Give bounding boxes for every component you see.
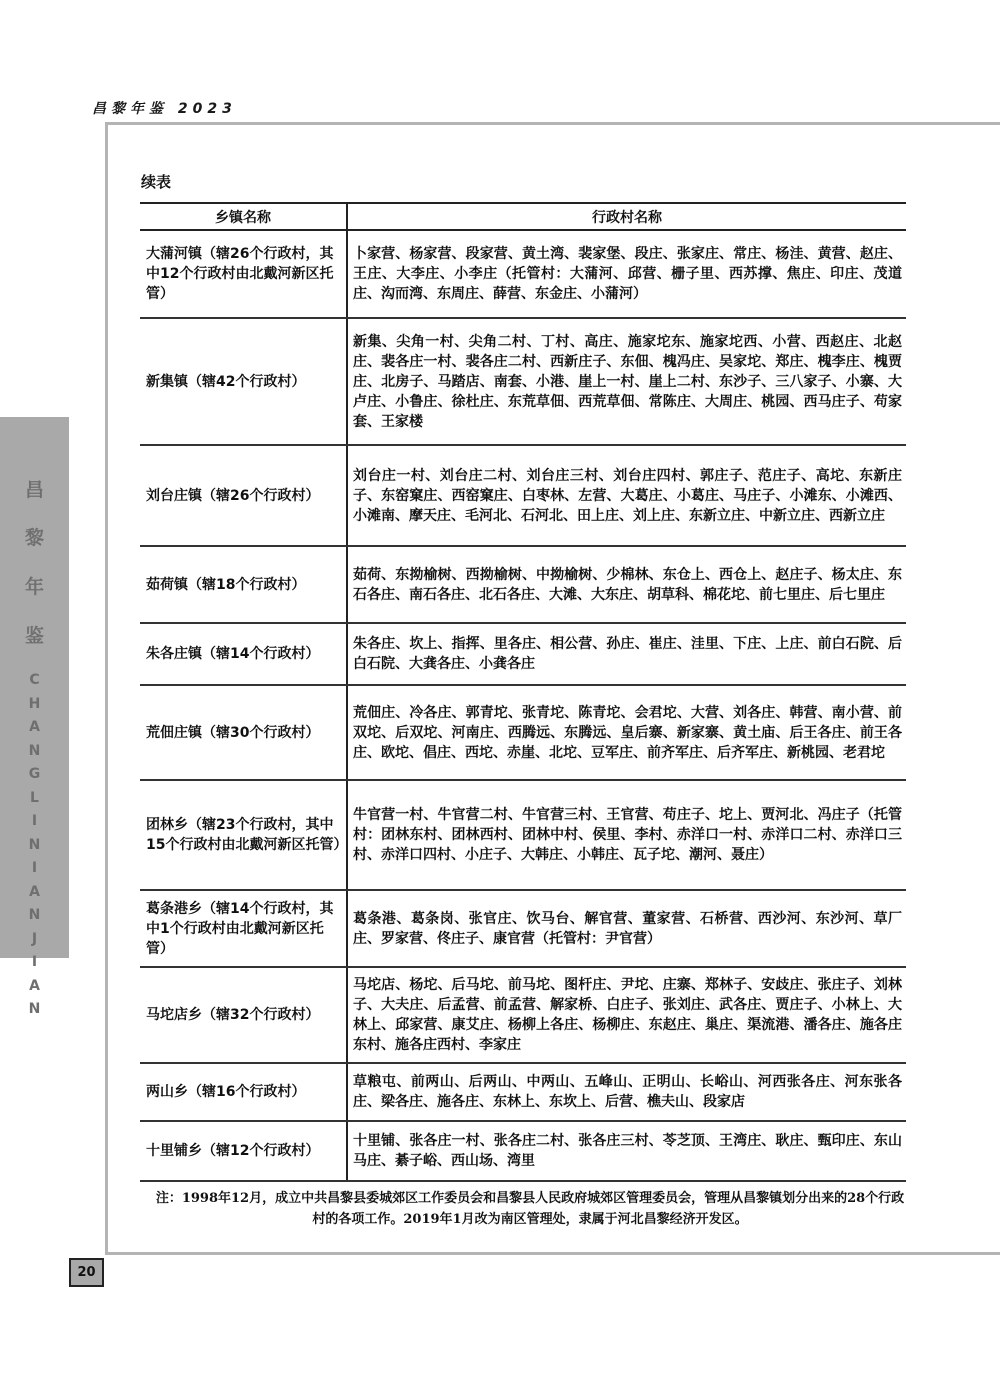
side-tab-letter: C: [29, 672, 40, 688]
side-tab-letter: A: [29, 719, 40, 735]
village-list: 葛条港、葛条岗、张官庄、饮马台、解官营、董家营、石桥营、西沙河、东沙河、草厂庄、罗家营、佟庄子、康官营（托管村：尹官营）: [347, 890, 906, 967]
header-village-names: 行政村名称: [347, 203, 906, 230]
table-row: [140, 685, 906, 780]
side-tab-char: 昌: [24, 479, 44, 501]
side-tab-pinyin: [0, 669, 69, 1022]
village-list: 茹荷、东拗榆树、西拗榆树、中拗榆树、少棉林、东仓上、西仓上、赵庄子、杨太庄、东石各庄、南石各庄、北石各庄、大滩、大东庄、胡草科、棉花坨、前七里庄、后七里庄: [347, 546, 906, 623]
side-tab-letter: I: [31, 954, 38, 970]
town-name: 团林乡（辖23个行政村，其中15个行政村由北戴河新区托管）: [140, 780, 347, 890]
side-tab: [0, 417, 69, 1017]
continued-label: 续表: [141, 173, 172, 191]
town-name: 马坨店乡（辖32个行政村）: [140, 967, 347, 1063]
side-tab-char: 年: [24, 576, 44, 598]
side-tab-char: 鉴: [24, 625, 44, 647]
village-list: 朱各庄、坎上、指挥、里各庄、相公营、孙庄、崔庄、洼里、下庄、上庄、前白石院、后白石院、大龚各庄、小龚各庄: [347, 623, 906, 685]
town-name: 两山乡（辖16个行政村）: [140, 1063, 347, 1121]
table-header-row: [140, 203, 906, 230]
side-tab-letter: J: [31, 930, 38, 947]
village-list: 十里铺、张各庄一村、张各庄二村、张各庄三村、苓芝顶、王湾庄、耿庄、甄印庄、东山马庄、綦子峪、西山场、湾里: [347, 1121, 906, 1181]
town-name: 朱各庄镇（辖14个行政村）: [140, 623, 347, 685]
town-name: 十里铺乡（辖12个行政村）: [140, 1121, 347, 1181]
village-list: 新集、尖角一村、尖角二村、丁村、高庄、施家坨东、施家坨西、小营、西赵庄、北赵庄、裴各庄一村、裴各庄二村、西新庄子、东佃、槐冯庄、吴家坨、郑庄、槐李庄、槐贾庄、北房子、马踏店、南套、小港、崖上一村、崖上二村、东沙子、三八家子、小寨、大卢庄、小鲁庄、徐杜庄、东荒草佃、西荒草佃、常陈庄、大周庄、桃园、西马庄子、苟家套、王家楼: [347, 318, 906, 445]
village-list: 牛官营一村、牛官营二村、牛官营三村、王官营、苟庄子、坨上、贾河北、冯庄子（托管村：团林东村、团林西村、团林中村、侯里、李村、赤洋口一村、赤洋口二村、赤洋口三村、赤洋口四村、小庄子、大韩庄、小韩庄、瓦子坨、潮河、聂庄）: [347, 780, 906, 890]
side-tab-letter: N: [28, 907, 41, 923]
town-name: 荒佃庄镇（辖30个行政村）: [140, 685, 347, 780]
table-row: [140, 967, 906, 1063]
table-row: [140, 230, 906, 318]
table-row: [140, 1121, 906, 1181]
table-row: [140, 623, 906, 685]
villages-table: [140, 202, 906, 1182]
side-tab-letter: N: [28, 1001, 41, 1017]
side-tab-letter: G: [28, 766, 41, 782]
side-tab-letter: I: [31, 813, 38, 829]
town-name: 大蒲河镇（辖26个行政村，其中12个行政村由北戴河新区托管）: [140, 230, 347, 318]
side-tab-char: 黎: [24, 527, 44, 549]
table-row: [140, 318, 906, 445]
village-list: 荒佃庄、冷各庄、郭青坨、张青坨、陈青坨、会君坨、大营、刘各庄、韩营、南小营、前双坨、后双坨、河南庄、西腾远、东腾远、皇后寨、新家寨、黄土庙、后王各庄、前王各庄、欧坨、倡庄、西坨、赤崖、北坨、豆军庄、前齐军庄、后齐军庄、新桃园、老君坨: [347, 685, 906, 780]
village-list: 草粮屯、前两山、后两山、中两山、五峰山、正明山、长峪山、河西张各庄、河东张各庄、梁各庄、施各庄、东林上、东坎上、后营、樵夫山、段家店: [347, 1063, 906, 1121]
table-footnote: 注：1998年12月，成立中共昌黎县委城郊区工作委员会和昌黎县人民政府城郊区管理委员会，管理从昌黎镇划分出来的28个行政村的各项工作。2019年1月改为南区管理处，隶属于河北昌黎经济开发区。: [155, 1191, 905, 1227]
town-name: 刘台庄镇（辖26个行政村）: [140, 445, 347, 546]
town-name: 茹荷镇（辖18个行政村）: [140, 546, 347, 623]
running-head: 昌黎年鉴 2023: [92, 101, 237, 117]
village-list: 刘台庄一村、刘台庄二村、刘台庄三村、刘台庄四村、郭庄子、范庄子、高坨、东新庄子、东窑窠庄、西窑窠庄、白枣林、左营、大葛庄、小葛庄、马庄子、小滩东、小滩西、小滩南、摩天庄、毛河北、石河北、田上庄、刘上庄、东新立庄、中新立庄、西新立庄: [347, 445, 906, 546]
town-name: 葛条港乡（辖14个行政村，其中1个行政村由北戴河新区托管）: [140, 890, 347, 967]
header-town-name: 乡镇名称: [140, 203, 347, 230]
side-tab-letter: N: [28, 742, 41, 759]
page-number: 20: [69, 1258, 104, 1287]
side-tab-letter: A: [29, 977, 40, 994]
table-row: [140, 546, 906, 623]
table-row: [140, 445, 906, 546]
side-tab-letter: H: [28, 695, 41, 712]
table-row: [140, 780, 906, 890]
table-row: [140, 890, 906, 967]
village-list: 卜家营、杨家营、段家营、黄土湾、裴家堡、段庄、张家庄、常庄、杨洼、黄营、赵庄、王庄、大李庄、小李庄（托管村：大蒲河、邱营、栅子里、西苏撑、焦庄、印庄、茂道庄、沟而湾、东周庄、薛营、东金庄、小蒲河）: [347, 230, 906, 318]
table-row: [140, 1063, 906, 1121]
side-tab-letter: A: [29, 883, 40, 900]
town-name: 新集镇（辖42个行政村）: [140, 318, 347, 445]
side-tab-letter: I: [31, 860, 38, 876]
village-list: 马坨店、杨坨、后马坨、前马坨、图杆庄、尹坨、庄寨、郑林子、安歧庄、张庄子、刘林子、大夫庄、后孟营、前孟营、解家桥、白庄子、张刘庄、武各庄、贾庄子、小林上、大林上、邱家营、康艾庄、杨柳上各庄、杨柳庄、东赵庄、巢庄、渠流港、潘各庄、施各庄东村、施各庄西村、李家庄: [347, 967, 906, 1063]
side-tab-letter: N: [28, 836, 41, 853]
side-tab-letter: L: [30, 789, 39, 806]
